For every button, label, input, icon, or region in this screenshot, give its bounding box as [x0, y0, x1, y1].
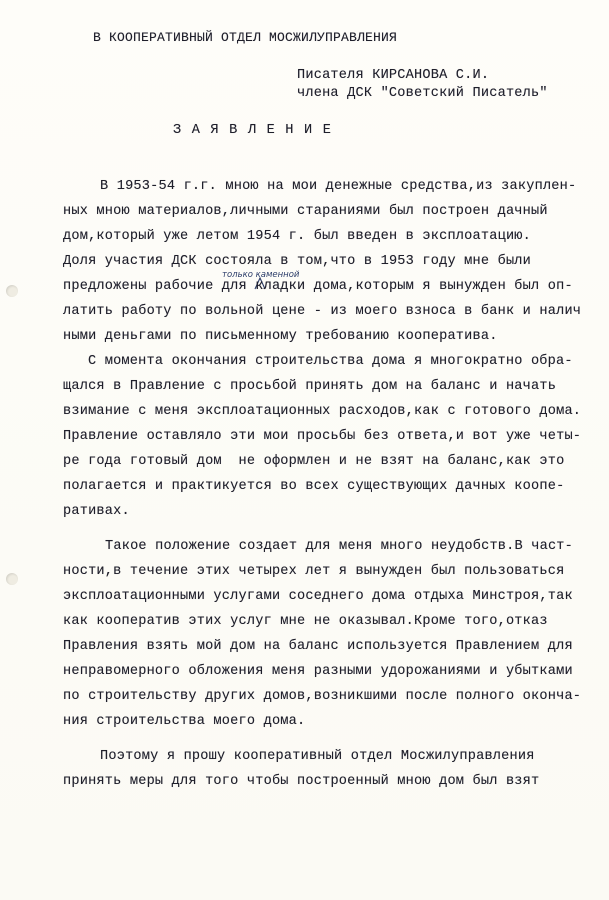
body-line: В 1953-54 г.г. мною на мои денежные средства,из закуплен-: [100, 179, 577, 194]
document-title: З А Я В Л Е Н И Е: [173, 123, 333, 138]
body-line: Правления взять мой дом на баланс используется Правлением для: [63, 639, 573, 654]
body-line: ре года готовый дом не оформлен и не взят на баланс,как это: [63, 454, 565, 469]
body-line: ративах.: [63, 504, 130, 519]
body-line: Поэтому я прошу кооперативный отдел Мосжилуправления: [100, 749, 535, 764]
sender-name: Писателя КИРСАНОВА С.И.: [297, 68, 490, 83]
body-line: неправомерного обложения меня разными удорожаниями и убытками: [63, 664, 573, 679]
body-line: Правление оставляло эти мои просьбы без ответа,и вот уже четы-: [63, 429, 582, 444]
body-line: ными деньгами по письменному требованию кооператива.: [63, 329, 498, 344]
body-line: дом,который уже летом 1954 г. был введен в эксплоатацию.: [63, 229, 532, 244]
body-line: Такое положение создает для меня много неудобств.В част-: [105, 539, 574, 554]
body-line: взимание с меня эксплоатационных расходов,как с готового дома.: [63, 404, 582, 419]
body-line: Доля участия ДСК состояла в том,что в 1953 году мне были: [63, 254, 532, 269]
body-line: ных мною материалов,личными стараниями был построен дачный: [63, 204, 548, 219]
body-line: принять меры для того чтобы построенный мною дом был взят: [63, 774, 540, 789]
sender-membership: члена ДСК "Советский Писатель": [297, 86, 548, 101]
body-line: предложены рабочие для кладки дома,которым я вынужден был оп-: [63, 279, 573, 294]
body-line: ности,в течение этих четырех лет я вынужден был пользоваться: [63, 564, 565, 579]
body-line: по строительству других домов,возникшими после полного оконча-: [63, 689, 582, 704]
body-line: С момента окончания строительства дома я многократно обра-: [88, 354, 573, 369]
handwritten-insert: только каменной: [222, 270, 300, 280]
body-line: ния строительства моего дома.: [63, 714, 306, 729]
addressee-heading: В КООПЕРАТИВНЫЙ ОТДЕЛ МОСЖИЛУПРАВЛЕНИЯ: [93, 30, 398, 45]
punch-hole: [6, 573, 18, 585]
body-line: щался в Правление с просьбой принять дом на баланс и начать: [63, 379, 557, 394]
punch-hole: [6, 285, 18, 297]
body-line: как кооператив этих услуг мне не оказывал.Кроме того,отказ: [63, 614, 548, 629]
body-line: латить работу по вольной цене - из моего взноса в банк и налич: [63, 304, 582, 319]
body-line: эксплоатационными услугами соседнего дома отдыха Минстроя,так: [63, 589, 573, 604]
body-line: полагается и практикуется во всех существующих дачных коопе-: [63, 479, 565, 494]
